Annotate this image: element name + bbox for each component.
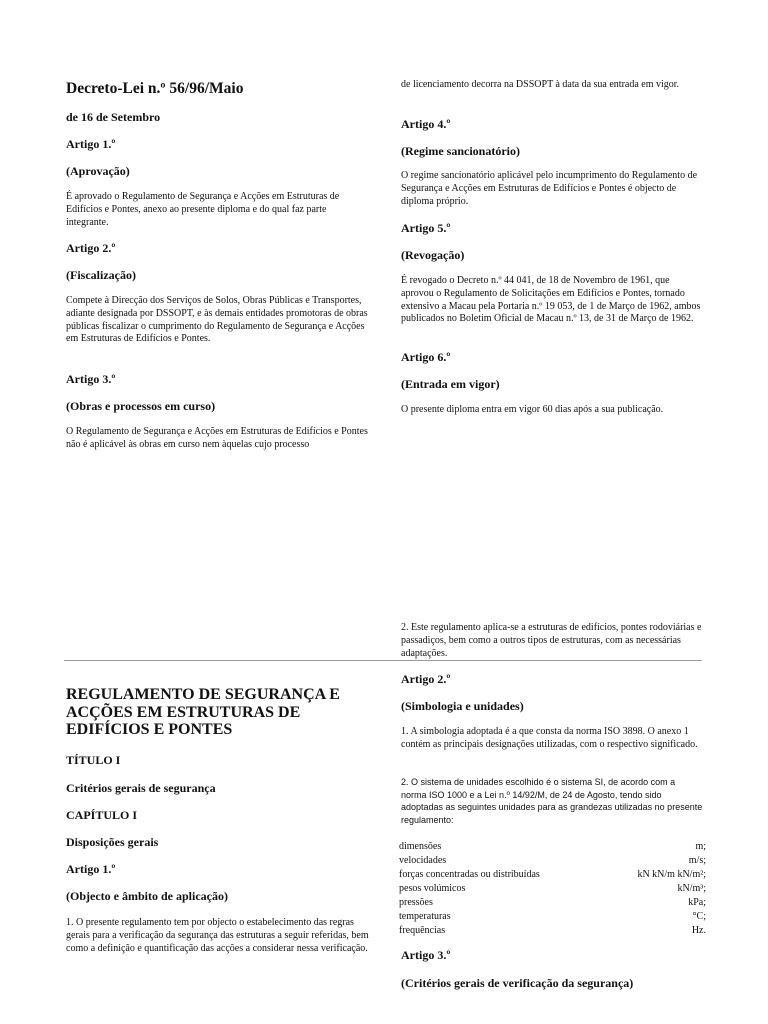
article-3-text: O Regulamento de Segurança e Acções em Estruturas de Edifícios e Pontes não é aplicável às obras em curso nem àquelas cujo processo <box>66 426 368 450</box>
unit-quantity: forças concentradas ou distribuídas <box>399 869 540 880</box>
unit-quantity: velocidades <box>399 855 447 866</box>
unit-row <box>399 868 706 882</box>
article-5-text: É revogado o Decreto n.º 44 041, de 18 de Novembro de 1961, que aprovou o Regulamento de Solicitações em Edifícios e Pontes, tornado extensivo a Macau pela Portaria n.º 19 053, de 1 de Março de 1962, ambos publicados no Boletim Oficial de Macau n.º 13, de 31 de Março de 1962. <box>401 275 701 325</box>
lower-article-2-subtitle: (Simbologia e unidades) <box>401 699 524 713</box>
unit-row <box>399 840 706 854</box>
article-6-subtitle: (Entrada em vigor) <box>401 377 500 391</box>
article-1-subtitle: (Aprovação) <box>66 164 130 178</box>
article-2-text: Compete à Direcção dos Serviços de Solos, Obras Públicas e Transportes, adiante designada por DSSOPT, e às demais entidades promotoras de obras públicas fiscalizar o cumprimento do Regulamento de Segurança e Acções em Estruturas de Edifícios e Pontes. <box>66 295 368 345</box>
lower-article-2-heading: Artigo 2.º <box>401 672 451 686</box>
article-5-heading: Artigo 5.º <box>401 221 451 235</box>
regulation-title: REGULAMENTO DE SEGURANÇA E ACÇÕES EM ESTRUTURAS DE EDIFÍCIOS E PONTES <box>66 686 340 738</box>
unit-row <box>399 882 706 896</box>
unit-quantity: pressões <box>399 897 433 908</box>
lower-article-3-heading: Artigo 3.º <box>401 948 451 962</box>
unit-quantity: frequências <box>399 925 446 936</box>
unit-symbol: m/s; <box>688 855 706 866</box>
unit-quantity: pesos volúmicos <box>399 883 466 894</box>
continuation-text: de licenciamento decorra na DSSOPT à data da sua entrada em vigor. <box>401 79 680 90</box>
simbologia-text: 1. A simbologia adoptada é a que consta da norma ISO 3898. O anexo 1 contém as principais designações utilizadas, com o respectivo significado. <box>401 726 698 750</box>
scope-item-2: 2. Este regulamento aplica-se a estruturas de edifícios, pontes rodoviárias e passadiços, bem como a outros tipos de estruturas, com as necessárias adaptações. <box>401 622 702 659</box>
titulo-heading: TÍTULO I <box>66 753 121 767</box>
capitulo-subtitle: Disposições gerais <box>66 835 159 849</box>
lower-article-1-heading: Artigo 1.º <box>66 862 116 876</box>
unit-row <box>399 910 706 924</box>
decree-date: de 16 de Setembro <box>66 110 161 124</box>
page-divider <box>64 660 702 661</box>
unit-row <box>399 854 706 868</box>
lower-article-1-text: 1. O presente regulamento tem por objecto o estabelecimento das regras gerais para a verificação da segurança das estruturas a seguir referidas, bem como a definição e quantificação das acções a considerar nessa verificação. <box>66 917 369 954</box>
article-6-text: O presente diploma entra em vigor 60 dias após a sua publicação. <box>401 404 664 415</box>
capitulo-heading: CAPÍTULO I <box>66 808 138 822</box>
unit-symbol: Hz. <box>691 925 706 936</box>
unit-quantity: temperaturas <box>399 911 451 922</box>
unit-symbol: kPa; <box>688 897 706 908</box>
unit-quantity: dimensões <box>399 841 442 852</box>
unit-row <box>399 924 706 938</box>
article-6-heading: Artigo 6.º <box>401 350 451 364</box>
article-4-text: O regime sancionatório aplicável pelo incumprimento do Regulamento de Segurança e Acções em Estruturas de Edifícios e Pontes é objecto de diploma próprio. <box>401 170 698 207</box>
units-table <box>399 840 706 938</box>
article-3-subtitle: (Obras e processos em curso) <box>66 399 216 413</box>
titulo-subtitle: Critérios gerais de segurança <box>66 781 216 795</box>
unit-symbol: m; <box>695 841 706 852</box>
units-system-text: 2. O sistema de unidades escolhido é o sistema SI, de acordo com a norma ISO 1000 e a Lei n.º 14/92/M, de 24 de Agosto, tendo sido adoptadas as seguintes unidades para as grandezas utilizadas no presente regulamento: <box>401 777 703 825</box>
article-2-subtitle: (Fiscalização) <box>66 268 136 282</box>
unit-symbol: kN kN/m kN/m²; <box>637 869 706 880</box>
decree-title: Decreto-Lei n.º 56/96/Maio <box>66 80 244 97</box>
unit-symbol: °C; <box>692 911 706 922</box>
article-1-heading: Artigo 1.º <box>66 137 116 151</box>
article-4-subtitle: (Regime sancionatório) <box>401 144 520 158</box>
unit-symbol: kN/m³; <box>677 883 706 894</box>
article-4-heading: Artigo 4.º <box>401 117 451 131</box>
article-3-heading: Artigo 3.º <box>66 372 116 386</box>
article-2-heading: Artigo 2.º <box>66 241 116 255</box>
lower-article-1-subtitle: (Objecto e âmbito de aplicação) <box>66 889 228 903</box>
article-5-subtitle: (Revogação) <box>401 248 465 262</box>
lower-article-3-subtitle: (Critérios gerais de verificação da segurança) <box>401 976 634 990</box>
unit-row <box>399 896 706 910</box>
article-1-text: É aprovado o Regulamento de Segurança e Acções em Estruturas de Edifícios e Pontes, anexo ao presente diploma e do qual faz parte integrante. <box>66 191 340 228</box>
